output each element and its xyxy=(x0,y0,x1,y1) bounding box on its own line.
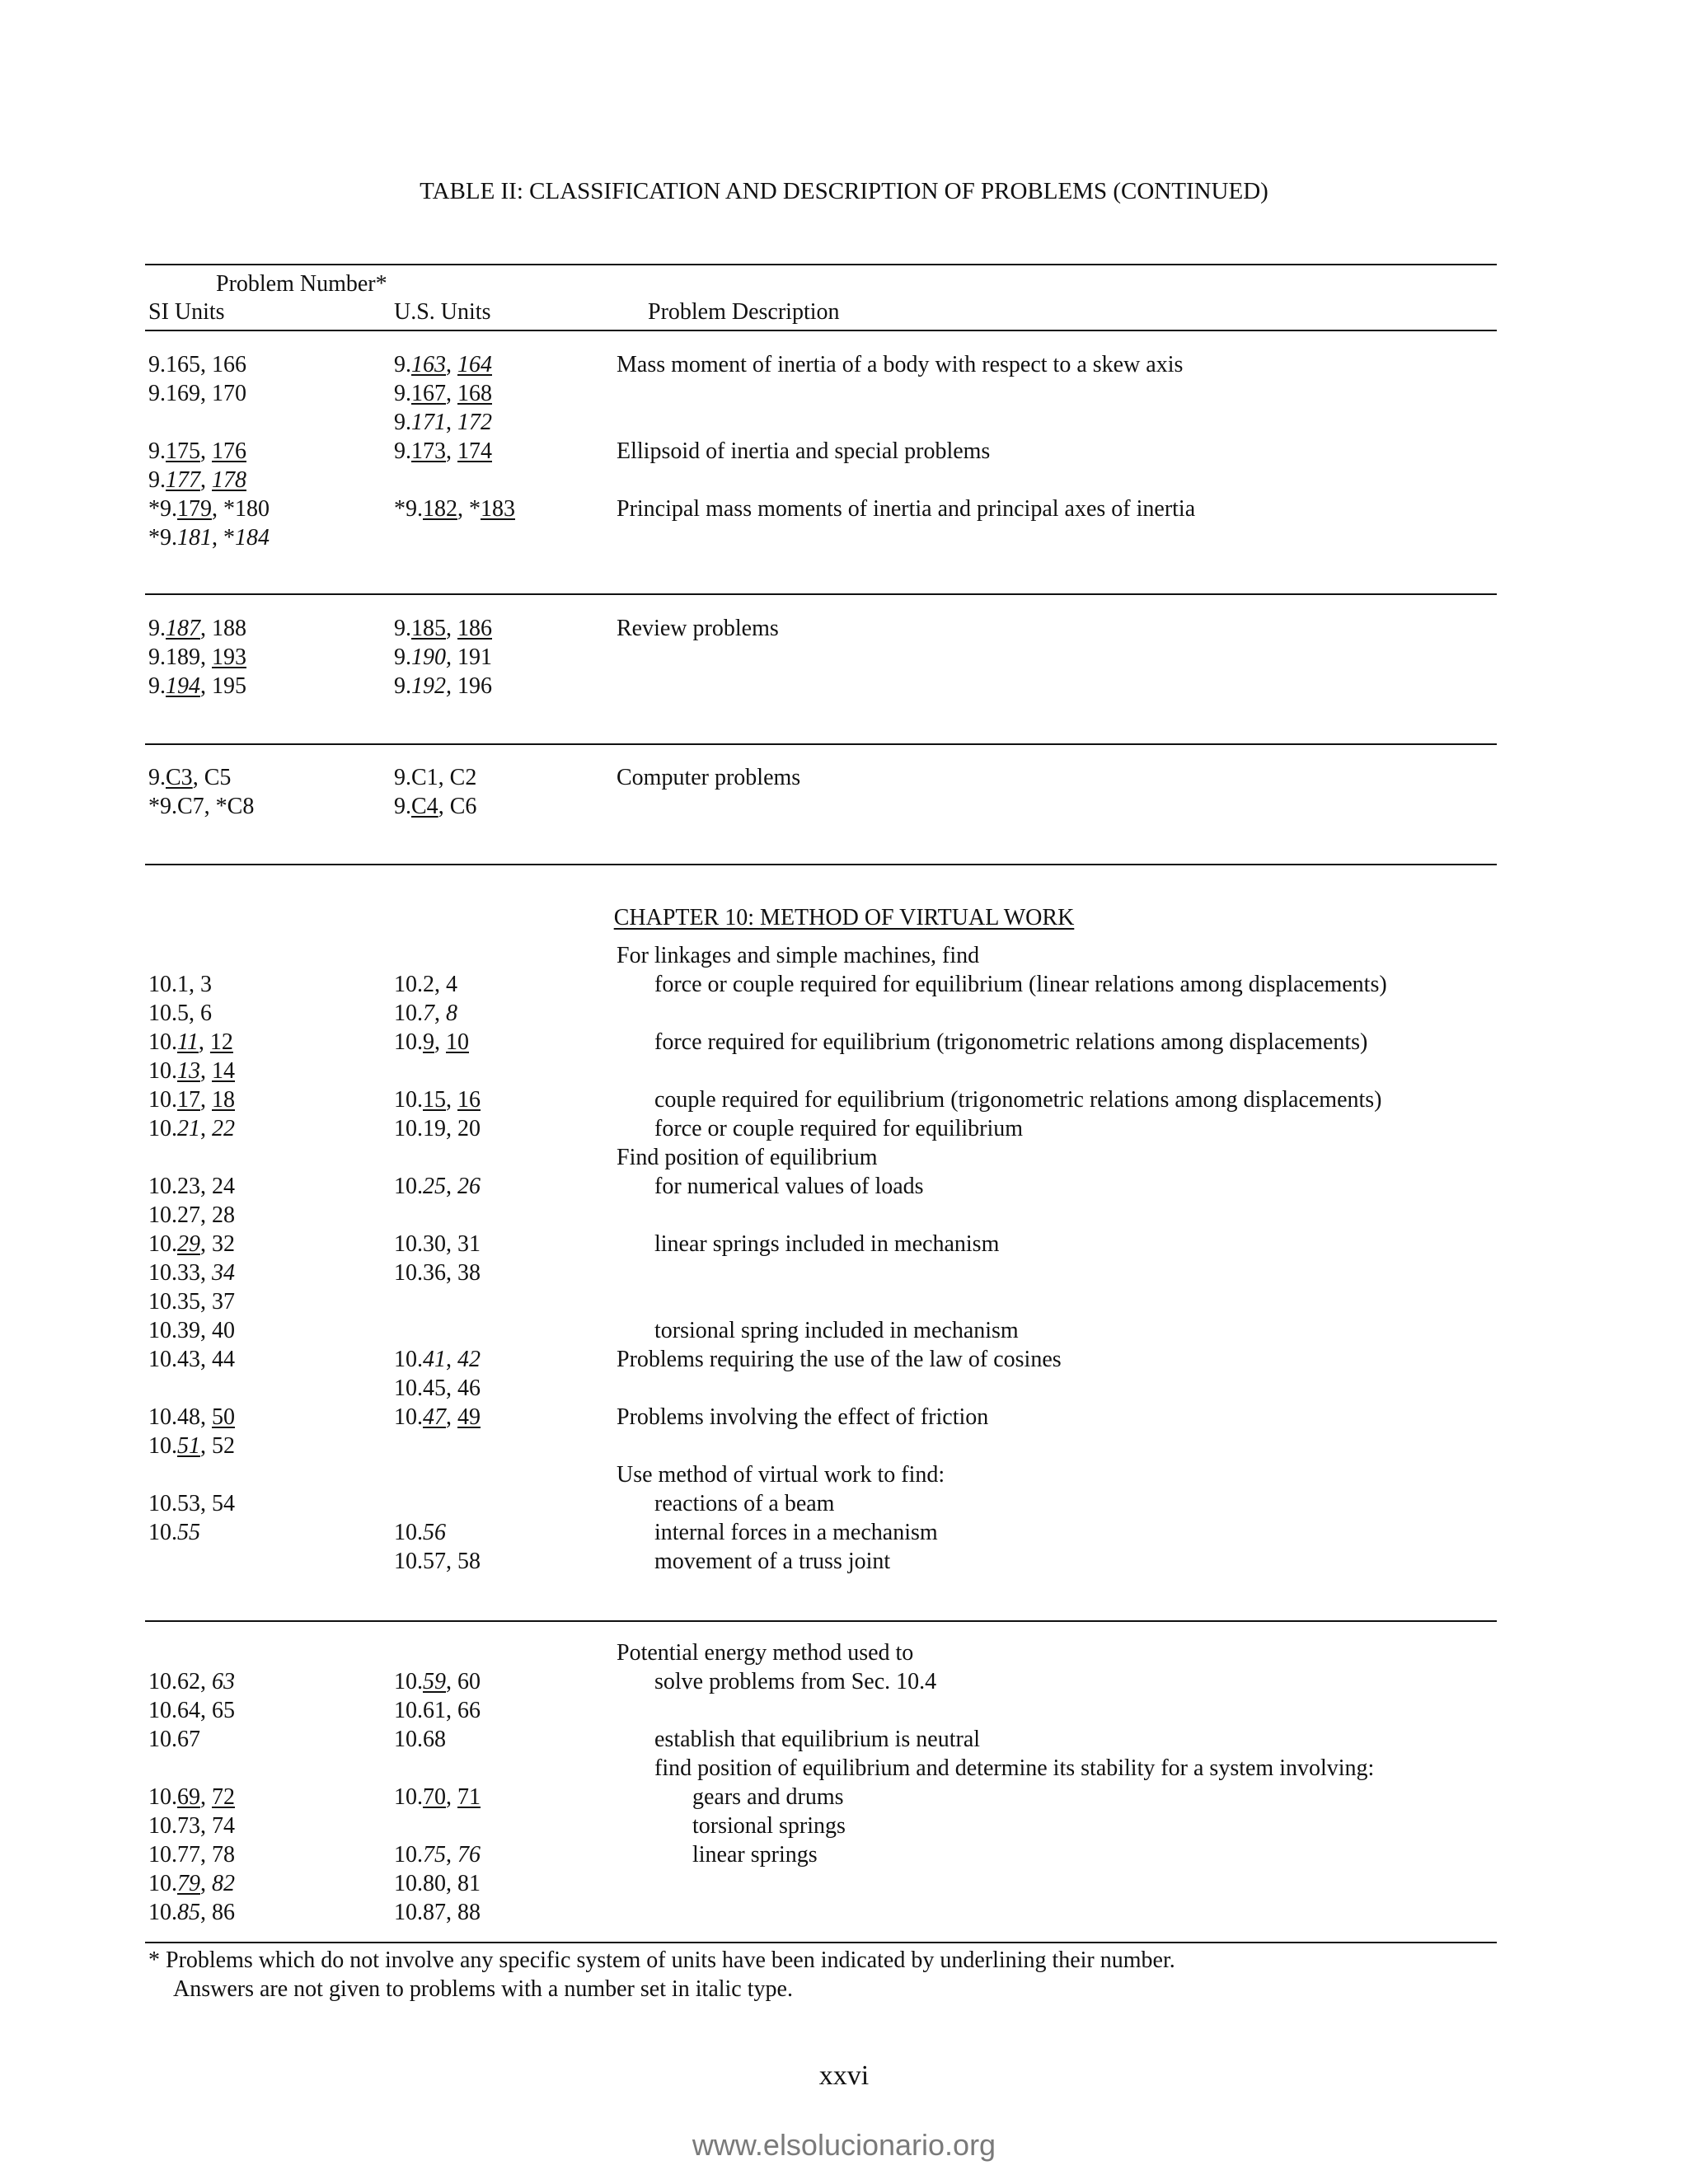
problem-description: couple required for equilibrium (trigonometric relations among displacements) xyxy=(654,1087,1382,1113)
problem-description: Principal mass moments of inertia and principal axes of inertia xyxy=(617,496,1196,522)
problem-description: for numerical values of loads xyxy=(654,1174,924,1199)
table-title: TABLE II: CLASSIFICATION AND DESCRIPTION OF PROBLEMS (CONTINUED) xyxy=(420,178,1268,204)
us-problem-cell: 10.36, 38 xyxy=(394,1260,481,1286)
us-problem-cell: 9.192, 196 xyxy=(394,673,492,699)
section-rule xyxy=(145,864,1497,865)
si-problem-cell: 9.175, 176 xyxy=(148,438,246,464)
problem-description: linear springs included in mechanism xyxy=(654,1231,1000,1257)
si-problem-cell: 10.55 xyxy=(148,1520,200,1545)
problem-description: force or couple required for equilibrium (linear relations among displacements) xyxy=(654,972,1387,997)
problem-description: establish that equilibrium is neutral xyxy=(654,1727,981,1752)
si-problem-cell: 9.189, 193 xyxy=(148,644,246,670)
si-problem-cell: 9.194, 195 xyxy=(148,673,246,699)
us-problem-cell: 10.2, 4 xyxy=(394,972,457,997)
problem-description: Problems requiring the use of the law of cosines xyxy=(617,1347,1062,1372)
us-problem-cell: *9.182, *183 xyxy=(394,496,515,522)
si-problem-cell: 10.43, 44 xyxy=(148,1347,235,1372)
us-problem-cell: 10.87, 88 xyxy=(394,1900,481,1925)
problem-description: force required for equilibrium (trigonometric relations among displacements) xyxy=(654,1029,1368,1055)
us-problem-cell: 10.19, 20 xyxy=(394,1116,481,1141)
problem-description: internal forces in a mechanism xyxy=(654,1520,938,1545)
us-problem-cell: 9.163, 164 xyxy=(394,352,492,377)
page-number: xxvi xyxy=(818,2060,870,2091)
section-rule xyxy=(145,1620,1497,1622)
us-problem-cell: 10.9, 10 xyxy=(394,1029,469,1055)
si-problem-cell: 10.5, 6 xyxy=(148,1001,212,1026)
us-units-header: U.S. Units xyxy=(394,299,491,325)
problem-description: linear springs xyxy=(692,1842,818,1868)
us-problem-cell: 10.25, 26 xyxy=(394,1174,481,1199)
section-rule xyxy=(145,593,1497,595)
problem-description: Problems involving the effect of friction xyxy=(617,1404,989,1430)
si-problem-cell: 10.35, 37 xyxy=(148,1289,235,1315)
si-problem-cell: 10.85, 86 xyxy=(148,1900,235,1925)
problem-description: Computer problems xyxy=(617,765,801,790)
us-problem-cell: 9.173, 174 xyxy=(394,438,492,464)
si-units-header: SI Units xyxy=(148,299,225,325)
problem-description: Find position of equilibrium xyxy=(617,1145,878,1170)
problem-description: Potential energy method used to xyxy=(617,1640,914,1666)
us-problem-cell: 9.171, 172 xyxy=(394,410,492,435)
problem-description: torsional spring included in mechanism xyxy=(654,1318,1019,1343)
problem-number-header: Problem Number* xyxy=(216,271,387,297)
si-problem-cell: 10.51, 52 xyxy=(148,1433,235,1459)
si-problem-cell: 10.67 xyxy=(148,1727,200,1752)
si-problem-cell: *9.181, *184 xyxy=(148,525,270,551)
chapter-heading: CHAPTER 10: METHOD OF VIRTUAL WORK xyxy=(613,905,1075,930)
si-problem-cell: *9.179, *180 xyxy=(148,496,270,522)
website-watermark: www.elsolucionario.org xyxy=(692,2128,996,2162)
us-problem-cell: 10.70, 71 xyxy=(394,1784,481,1810)
si-problem-cell: 10.79, 82 xyxy=(148,1871,235,1896)
si-problem-cell: 10.1, 3 xyxy=(148,972,212,997)
si-problem-cell: 9.187, 188 xyxy=(148,616,246,641)
problem-description: Review problems xyxy=(617,616,779,641)
si-problem-cell: 10.13, 14 xyxy=(148,1058,235,1084)
si-problem-cell: 10.69, 72 xyxy=(148,1784,235,1810)
problem-description: find position of equilibrium and determine its stability for a system involving: xyxy=(654,1755,1375,1781)
footnote-line-1: * Problems which do not involve any specific system of units have been indicated by underlining their number. xyxy=(148,1947,1175,1973)
us-problem-cell: 9.C1, C2 xyxy=(394,765,477,790)
si-problem-cell: 10.39, 40 xyxy=(148,1318,235,1343)
us-problem-cell: 10.7, 8 xyxy=(394,1001,457,1026)
problem-description: torsional springs xyxy=(692,1813,846,1839)
problem-description: gears and drums xyxy=(692,1784,844,1810)
si-problem-cell: 10.62, 63 xyxy=(148,1669,235,1694)
us-problem-cell: 10.30, 31 xyxy=(394,1231,481,1257)
us-problem-cell: 10.59, 60 xyxy=(394,1669,481,1694)
us-problem-cell: 10.56 xyxy=(394,1520,446,1545)
si-problem-cell: 10.77, 78 xyxy=(148,1842,235,1868)
si-problem-cell: *9.C7, *C8 xyxy=(148,794,255,819)
si-problem-cell: 10.11, 12 xyxy=(148,1029,233,1055)
problem-description: solve problems from Sec. 10.4 xyxy=(654,1669,937,1694)
problem-description: movement of a truss joint xyxy=(654,1549,891,1574)
us-problem-cell: 10.75, 76 xyxy=(394,1842,481,1868)
description-header: Problem Description xyxy=(648,299,840,325)
si-problem-cell: 10.17, 18 xyxy=(148,1087,235,1113)
us-problem-cell: 10.45, 46 xyxy=(394,1376,481,1401)
us-problem-cell: 10.41, 42 xyxy=(394,1347,481,1372)
us-problem-cell: 9.185, 186 xyxy=(394,616,492,641)
us-problem-cell: 10.57, 58 xyxy=(394,1549,481,1574)
table-top-rule xyxy=(145,264,1497,265)
problem-description: Mass moment of inertia of a body with respect to a skew axis xyxy=(617,352,1184,377)
us-problem-cell: 10.68 xyxy=(394,1727,446,1752)
us-problem-cell: 10.47, 49 xyxy=(394,1404,481,1430)
si-problem-cell: 10.33, 34 xyxy=(148,1260,235,1286)
section-rule xyxy=(145,743,1497,745)
si-problem-cell: 10.23, 24 xyxy=(148,1174,235,1199)
us-problem-cell: 10.80, 81 xyxy=(394,1871,481,1896)
si-problem-cell: 10.73, 74 xyxy=(148,1813,235,1839)
problem-description: Ellipsoid of inertia and special problems xyxy=(617,438,991,464)
si-problem-cell: 9.165, 166 xyxy=(148,352,246,377)
table-bottom-rule xyxy=(145,1942,1497,1943)
problem-description: force or couple required for equilibrium xyxy=(654,1116,1024,1141)
us-problem-cell: 9.190, 191 xyxy=(394,644,492,670)
us-problem-cell: 9.167, 168 xyxy=(394,381,492,406)
us-problem-cell: 9.C4, C6 xyxy=(394,794,477,819)
si-problem-cell: 10.21, 22 xyxy=(148,1116,235,1141)
si-problem-cell: 10.64, 65 xyxy=(148,1698,235,1723)
si-problem-cell: 10.48, 50 xyxy=(148,1404,235,1430)
problem-description: For linkages and simple machines, find xyxy=(617,943,980,968)
si-problem-cell: 10.53, 54 xyxy=(148,1491,235,1516)
si-problem-cell: 10.27, 28 xyxy=(148,1202,235,1228)
problem-description: reactions of a beam xyxy=(654,1491,835,1516)
header-bottom-rule xyxy=(145,330,1497,331)
us-problem-cell: 10.61, 66 xyxy=(394,1698,481,1723)
si-problem-cell: 9.C3, C5 xyxy=(148,765,232,790)
us-problem-cell: 10.15, 16 xyxy=(394,1087,481,1113)
problem-description: Use method of virtual work to find: xyxy=(617,1462,945,1488)
si-problem-cell: 9.169, 170 xyxy=(148,381,246,406)
si-problem-cell: 9.177, 178 xyxy=(148,467,246,493)
si-problem-cell: 10.29, 32 xyxy=(148,1231,235,1257)
footnote-line-2: Answers are not given to problems with a number set in italic type. xyxy=(173,1976,793,2002)
